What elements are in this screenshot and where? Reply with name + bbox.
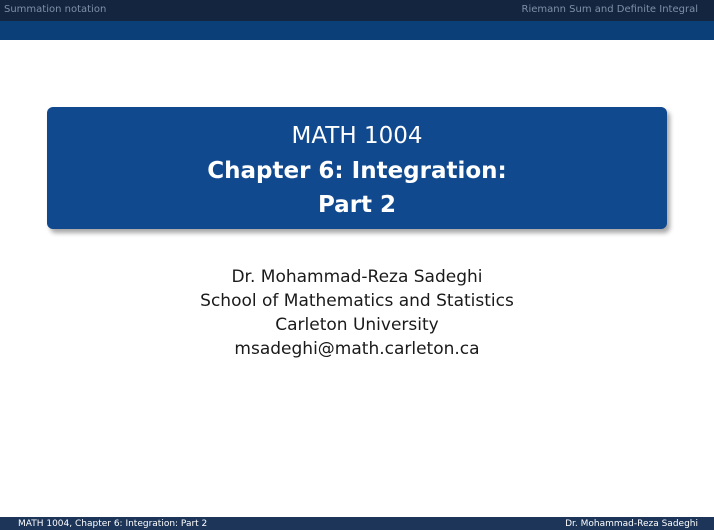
part-title: Part 2 [317,192,397,218]
footer-author: Dr. Mohammad-Reza Sadeghi [565,519,698,529]
chapter-title: Chapter 6: Integration: [207,158,507,184]
footer-course: MATH 1004, Chapter 6: Integration: Part 2 [18,519,208,529]
author-name: Dr. Mohammad-Reza Sadeghi [231,267,483,287]
author-email: msadeghi@math.carleton.ca [234,339,480,359]
header-strip [0,21,714,40]
nav-section-riemann[interactable]: Riemann Sum and Definite Integral [521,4,698,15]
author-school: School of Mathematics and Statistics [200,291,514,311]
title-block [47,107,667,229]
footer-bar [0,517,714,530]
author-block [0,265,714,361]
course-title: MATH 1004 [291,123,423,149]
author-university: Carleton University [275,315,439,335]
nav-section-summation[interactable]: Summation notation [4,4,107,15]
header-bar [0,0,714,21]
